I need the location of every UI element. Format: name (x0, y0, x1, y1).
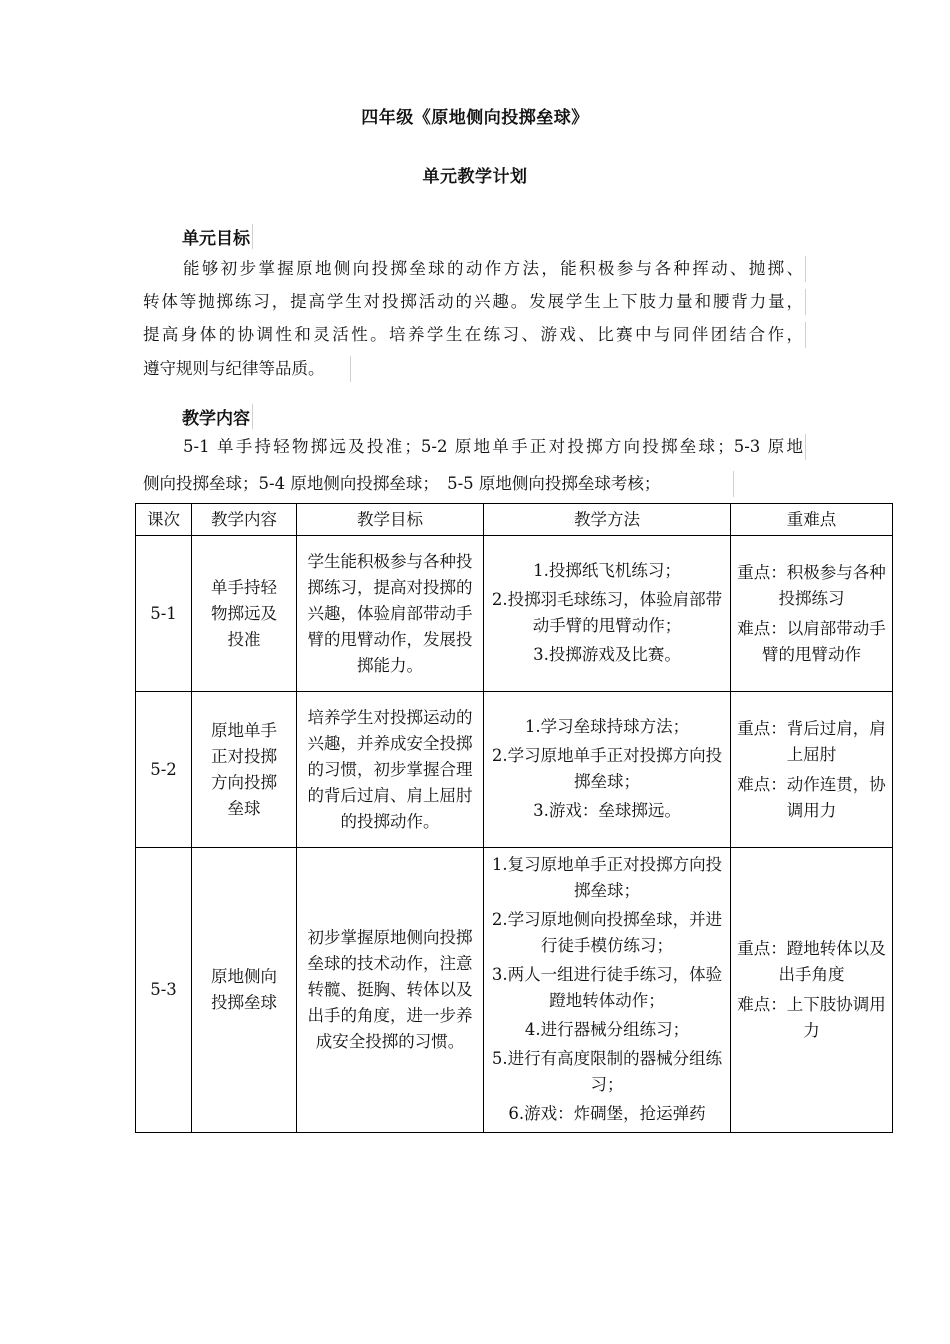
lesson-goal: 培养学生对投掷运动的兴趣，并养成安全投掷的习惯，初步掌握合理的背后过肩、肩上屈肘的投掷动作。 (297, 692, 484, 848)
key-point: 重点：背后过肩，肩上屈肘 (737, 718, 886, 764)
method-item: 4.进行器械分组练习； (524, 1020, 690, 1039)
method-item: 2.学习原地单手正对投掷方向投掷垒球； (491, 746, 723, 791)
header-lesson: 课次 (136, 504, 192, 536)
lesson-number: 5-1 (136, 536, 192, 692)
table-row (136, 848, 893, 1133)
lesson-key-points (731, 848, 893, 1133)
difficulty-point: 难点：动作连贯，协调用力 (737, 774, 886, 820)
method-item: 3.游戏：垒球掷远。 (533, 801, 681, 820)
method-item: 3.两人一组进行徒手练习，体验蹬地转体动作； (491, 965, 723, 1010)
method-item: 6.游戏：炸碉堡，抢运弹药 (508, 1104, 706, 1123)
teaching-content-heading: 教学内容 (182, 404, 253, 429)
method-item: 1.复习原地单手正对投掷方向投掷垒球； (491, 855, 723, 900)
difficulty-point: 难点：以肩部带动手臂的甩臂动作 (737, 618, 886, 664)
goal-line: 能够初步掌握原地侧向投掷垒球的动作方法，能积极参与各种挥动、抛掷、 (183, 256, 806, 282)
key-point: 重点：蹬地转体以及出手角度 (737, 939, 886, 984)
document-subtitle: 单元教学计划 (422, 167, 528, 187)
lesson-content: 单手持轻物掷远及投准 (192, 536, 297, 692)
header-content: 教学内容 (192, 504, 297, 536)
lesson-goal: 学生能积极参与各种投掷练习，提高对投掷的兴趣，体验肩部带动手臂的甩臂动作，发展投掷能力。 (297, 536, 484, 692)
method-item: 2.学习原地侧向投掷垒球，并进行徒手模仿练习； (491, 910, 723, 955)
header-method: 教学方法 (484, 504, 731, 536)
header-key-points: 重难点 (731, 504, 893, 536)
document-title: 四年级《原地侧向投掷垒球》 (361, 108, 589, 128)
lesson-methods (484, 536, 731, 692)
lesson-key-points (731, 536, 893, 692)
lesson-goal: 初步掌握原地侧向投掷垒球的技术动作，注意转髋、挺胸、转体以及出手的角度，进一步养成安全投掷的习惯。 (297, 848, 484, 1133)
method-item: 1.投掷纸飞机练习； (533, 561, 681, 580)
lesson-methods (484, 848, 731, 1133)
method-item: 5.进行有高度限制的器械分组练习； (491, 1049, 723, 1094)
unit-goal-heading: 单元目标 (182, 224, 253, 249)
lesson-number: 5-2 (136, 692, 192, 848)
key-point: 重点：积极参与各种投掷练习 (737, 562, 886, 608)
lesson-methods (484, 692, 731, 848)
lesson-number: 5-3 (136, 848, 192, 1133)
content-line: 5-1 单手持轻物掷远及投准；5-2 原地单手正对投掷方向投掷垒球；5-3 原地 (183, 434, 806, 460)
table-row (136, 536, 893, 692)
lesson-key-points (731, 692, 893, 848)
difficulty-point: 难点：上下肢协调用力 (737, 995, 886, 1040)
goal-line: 遵守规则与纪律等品质。 (143, 356, 351, 382)
content-line: 侧向投掷垒球；5-4 原地侧向投掷垒球； 5-5 原地侧向投掷垒球考核； (143, 471, 734, 497)
table-header-row (136, 504, 893, 536)
lesson-plan-table (135, 503, 893, 1133)
method-item: 2.投掷羽毛球练习，体验肩部带动手臂的甩臂动作； (491, 590, 723, 635)
lesson-content: 原地侧向投掷垒球 (192, 848, 297, 1133)
table-row (136, 692, 893, 848)
method-item: 1.学习垒球持球方法； (524, 717, 690, 736)
goal-line: 转体等抛掷练习，提高学生对投掷活动的兴趣。发展学生上下肢力量和腰背力量， (143, 289, 806, 315)
header-goal: 教学目标 (297, 504, 484, 536)
lesson-content: 原地单手正对投掷方向投掷垒球 (192, 692, 297, 848)
goal-line: 提高身体的协调性和灵活性。培养学生在练习、游戏、比赛中与同伴团结合作， (143, 322, 806, 348)
method-item: 3.投掷游戏及比赛。 (533, 645, 681, 664)
